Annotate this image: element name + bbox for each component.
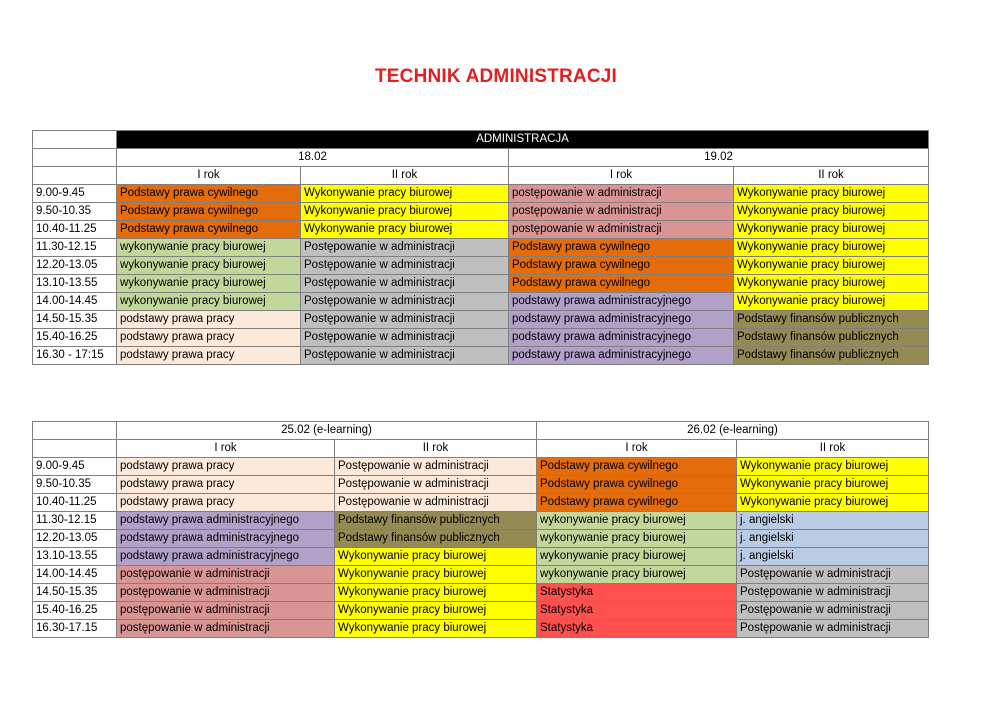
time-slot: 9.50-10.35	[33, 203, 117, 221]
time-slot: 12.20-13.05	[33, 530, 117, 548]
subject-cell: postępowanie w administracji	[117, 602, 335, 620]
year-header-row	[33, 167, 929, 185]
date-header: 26.02 (e-learning)	[537, 422, 929, 440]
time-slot: 15.40-16.25	[33, 602, 117, 620]
subject-cell: postępowanie w administracji	[509, 185, 734, 203]
time-slot: 16.30 - 17:15	[33, 347, 117, 365]
time-slot: 12.20-13.05	[33, 257, 117, 275]
year-header: II rok	[335, 440, 537, 458]
schedule-table-administracja	[32, 130, 929, 365]
subject-cell: Wykonywanie pracy biurowej	[737, 494, 929, 512]
subject-cell: Wykonywanie pracy biurowej	[301, 185, 509, 203]
subject-cell: wykonywanie pracy biurowej	[117, 293, 301, 311]
date-header-row	[33, 149, 929, 167]
corner-cell	[33, 440, 117, 458]
table-row	[33, 512, 929, 530]
subject-cell: Wykonywanie pracy biurowej	[734, 257, 929, 275]
subject-cell: Podstawy prawa cywilnego	[117, 185, 301, 203]
subject-cell: postępowanie w administracji	[117, 566, 335, 584]
year-header: I rok	[509, 167, 734, 185]
subject-cell: Podstawy prawa cywilnego	[117, 221, 301, 239]
subject-cell: Wykonywanie pracy biurowej	[301, 203, 509, 221]
corner-cell	[33, 167, 117, 185]
time-slot: 16.30-17.15	[33, 620, 117, 638]
table-row	[33, 566, 929, 584]
subject-cell: Postępowanie w administracji	[737, 602, 929, 620]
subject-cell: postępowanie w administracji	[117, 620, 335, 638]
subject-cell: podstawy prawa pracy	[117, 476, 335, 494]
table-row	[33, 311, 929, 329]
subject-cell: wykonywanie pracy biurowej	[117, 239, 301, 257]
subject-cell: wykonywanie pracy biurowej	[537, 512, 737, 530]
subject-cell: podstawy prawa pracy	[117, 347, 301, 365]
date-header: 18.02	[117, 149, 509, 167]
corner-cell	[33, 422, 117, 440]
time-slot: 9.00-9.45	[33, 185, 117, 203]
table-row	[33, 293, 929, 311]
subject-cell: podstawy prawa pracy	[117, 458, 335, 476]
subject-cell: Postępowanie w administracji	[301, 275, 509, 293]
table-row	[33, 275, 929, 293]
subject-cell: postępowanie w administracji	[117, 584, 335, 602]
subject-cell: Podstawy prawa cywilnego	[117, 203, 301, 221]
subject-cell: podstawy prawa administracyjnego	[117, 530, 335, 548]
subject-cell: podstawy prawa pracy	[117, 329, 301, 347]
table-row	[33, 494, 929, 512]
subject-cell: Podstawy finansów publicznych	[734, 329, 929, 347]
time-slot: 9.50-10.35	[33, 476, 117, 494]
schedule-table-e-learning	[32, 421, 929, 638]
table-row	[33, 185, 929, 203]
subject-cell: podstawy prawa administracyjnego	[509, 293, 734, 311]
subject-cell: podstawy prawa pracy	[117, 311, 301, 329]
subject-cell: Postępowanie w administracji	[301, 329, 509, 347]
subject-cell: Podstawy finansów publicznych	[734, 311, 929, 329]
subject-cell: Wykonywanie pracy biurowej	[301, 221, 509, 239]
subject-cell: Wykonywanie pracy biurowej	[734, 185, 929, 203]
table-header-row	[33, 131, 929, 149]
subject-cell: podstawy prawa administracyjnego	[509, 311, 734, 329]
subject-cell: Postępowanie w administracji	[335, 476, 537, 494]
time-slot: 13.10-13.55	[33, 275, 117, 293]
subject-cell: Wykonywanie pracy biurowej	[335, 548, 537, 566]
table-row	[33, 203, 929, 221]
year-header-row	[33, 440, 929, 458]
table-row	[33, 329, 929, 347]
table-row	[33, 548, 929, 566]
subject-cell: wykonywanie pracy biurowej	[117, 275, 301, 293]
date-header: 19.02	[509, 149, 929, 167]
subject-cell: j. angielski	[737, 512, 929, 530]
year-header: II rok	[301, 167, 509, 185]
time-slot: 14.00-14.45	[33, 293, 117, 311]
section-header: ADMINISTRACJA	[117, 131, 929, 149]
table-row	[33, 530, 929, 548]
subject-cell: Postępowanie w administracji	[301, 293, 509, 311]
subject-cell: postępowanie w administracji	[509, 203, 734, 221]
subject-cell: Statystyka	[537, 584, 737, 602]
subject-cell: Statystyka	[537, 620, 737, 638]
subject-cell: postępowanie w administracji	[509, 221, 734, 239]
subject-cell: Postępowanie w administracji	[335, 458, 537, 476]
subject-cell: podstawy prawa administracyjnego	[117, 548, 335, 566]
subject-cell: Postępowanie w administracji	[737, 566, 929, 584]
subject-cell: Wykonywanie pracy biurowej	[335, 566, 537, 584]
subject-cell: Wykonywanie pracy biurowej	[737, 476, 929, 494]
corner-cell	[33, 149, 117, 167]
year-header: I rok	[117, 440, 335, 458]
table-row	[33, 257, 929, 275]
subject-cell: Wykonywanie pracy biurowej	[734, 275, 929, 293]
subject-cell: j. angielski	[737, 530, 929, 548]
subject-cell: wykonywanie pracy biurowej	[117, 257, 301, 275]
table-row	[33, 221, 929, 239]
subject-cell: Wykonywanie pracy biurowej	[335, 584, 537, 602]
subject-cell: Postępowanie w administracji	[301, 311, 509, 329]
table-row	[33, 239, 929, 257]
subject-cell: Podstawy prawa cywilnego	[537, 494, 737, 512]
subject-cell: Wykonywanie pracy biurowej	[335, 602, 537, 620]
subject-cell: Podstawy prawa cywilnego	[509, 239, 734, 257]
subject-cell: Wykonywanie pracy biurowej	[734, 239, 929, 257]
time-slot: 10.40-11.25	[33, 221, 117, 239]
time-slot: 15.40-16.25	[33, 329, 117, 347]
time-slot: 13.10-13.55	[33, 548, 117, 566]
subject-cell: Wykonywanie pracy biurowej	[734, 293, 929, 311]
subject-cell: Wykonywanie pracy biurowej	[734, 203, 929, 221]
year-header: I rok	[537, 440, 737, 458]
subject-cell: podstawy prawa pracy	[117, 494, 335, 512]
subject-cell: wykonywanie pracy biurowej	[537, 530, 737, 548]
table-row	[33, 584, 929, 602]
subject-cell: podstawy prawa administracyjnego	[509, 347, 734, 365]
subject-cell: Postępowanie w administracji	[301, 257, 509, 275]
subject-cell: podstawy prawa administracyjnego	[117, 512, 335, 530]
table-row	[33, 347, 929, 365]
subject-cell: Wykonywanie pracy biurowej	[734, 221, 929, 239]
page-title: TECHNIK ADMINISTRACJI	[374, 66, 618, 87]
subject-cell: Statystyka	[537, 602, 737, 620]
subject-cell: Podstawy prawa cywilnego	[509, 275, 734, 293]
date-header-row	[33, 422, 929, 440]
year-header: II rok	[734, 167, 929, 185]
time-slot: 14.00-14.45	[33, 566, 117, 584]
subject-cell: Wykonywanie pracy biurowej	[737, 458, 929, 476]
subject-cell: Postępowanie w administracji	[737, 620, 929, 638]
time-slot: 11.30-12.15	[33, 239, 117, 257]
subject-cell: Postępowanie w administracji	[737, 584, 929, 602]
table-row	[33, 620, 929, 638]
table-row	[33, 458, 929, 476]
subject-cell: Podstawy prawa cywilnego	[537, 476, 737, 494]
time-slot: 10.40-11.25	[33, 494, 117, 512]
time-slot: 14.50-15.35	[33, 311, 117, 329]
table-row	[33, 476, 929, 494]
subject-cell: Podstawy finansów publicznych	[335, 530, 537, 548]
date-header: 25.02 (e-learning)	[117, 422, 537, 440]
subject-cell: Podstawy prawa cywilnego	[537, 458, 737, 476]
year-header: I rok	[117, 167, 301, 185]
subject-cell: wykonywanie pracy biurowej	[537, 548, 737, 566]
time-slot: 11.30-12.15	[33, 512, 117, 530]
year-header: II rok	[737, 440, 929, 458]
subject-cell: Postępowanie w administracji	[301, 239, 509, 257]
subject-cell: Podstawy finansów publicznych	[335, 512, 537, 530]
time-slot: 9.00-9.45	[33, 458, 117, 476]
time-slot: 14.50-15.35	[33, 584, 117, 602]
subject-cell: Wykonywanie pracy biurowej	[335, 620, 537, 638]
corner-cell	[33, 131, 117, 149]
table-row	[33, 602, 929, 620]
subject-cell: podstawy prawa administracyjnego	[509, 329, 734, 347]
subject-cell: Postępowanie w administracji	[301, 347, 509, 365]
subject-cell: j. angielski	[737, 548, 929, 566]
subject-cell: Podstawy prawa cywilnego	[509, 257, 734, 275]
subject-cell: Postępowanie w administracji	[335, 494, 537, 512]
subject-cell: Podstawy finansów publicznych	[734, 347, 929, 365]
subject-cell: wykonywanie pracy biurowej	[537, 566, 737, 584]
